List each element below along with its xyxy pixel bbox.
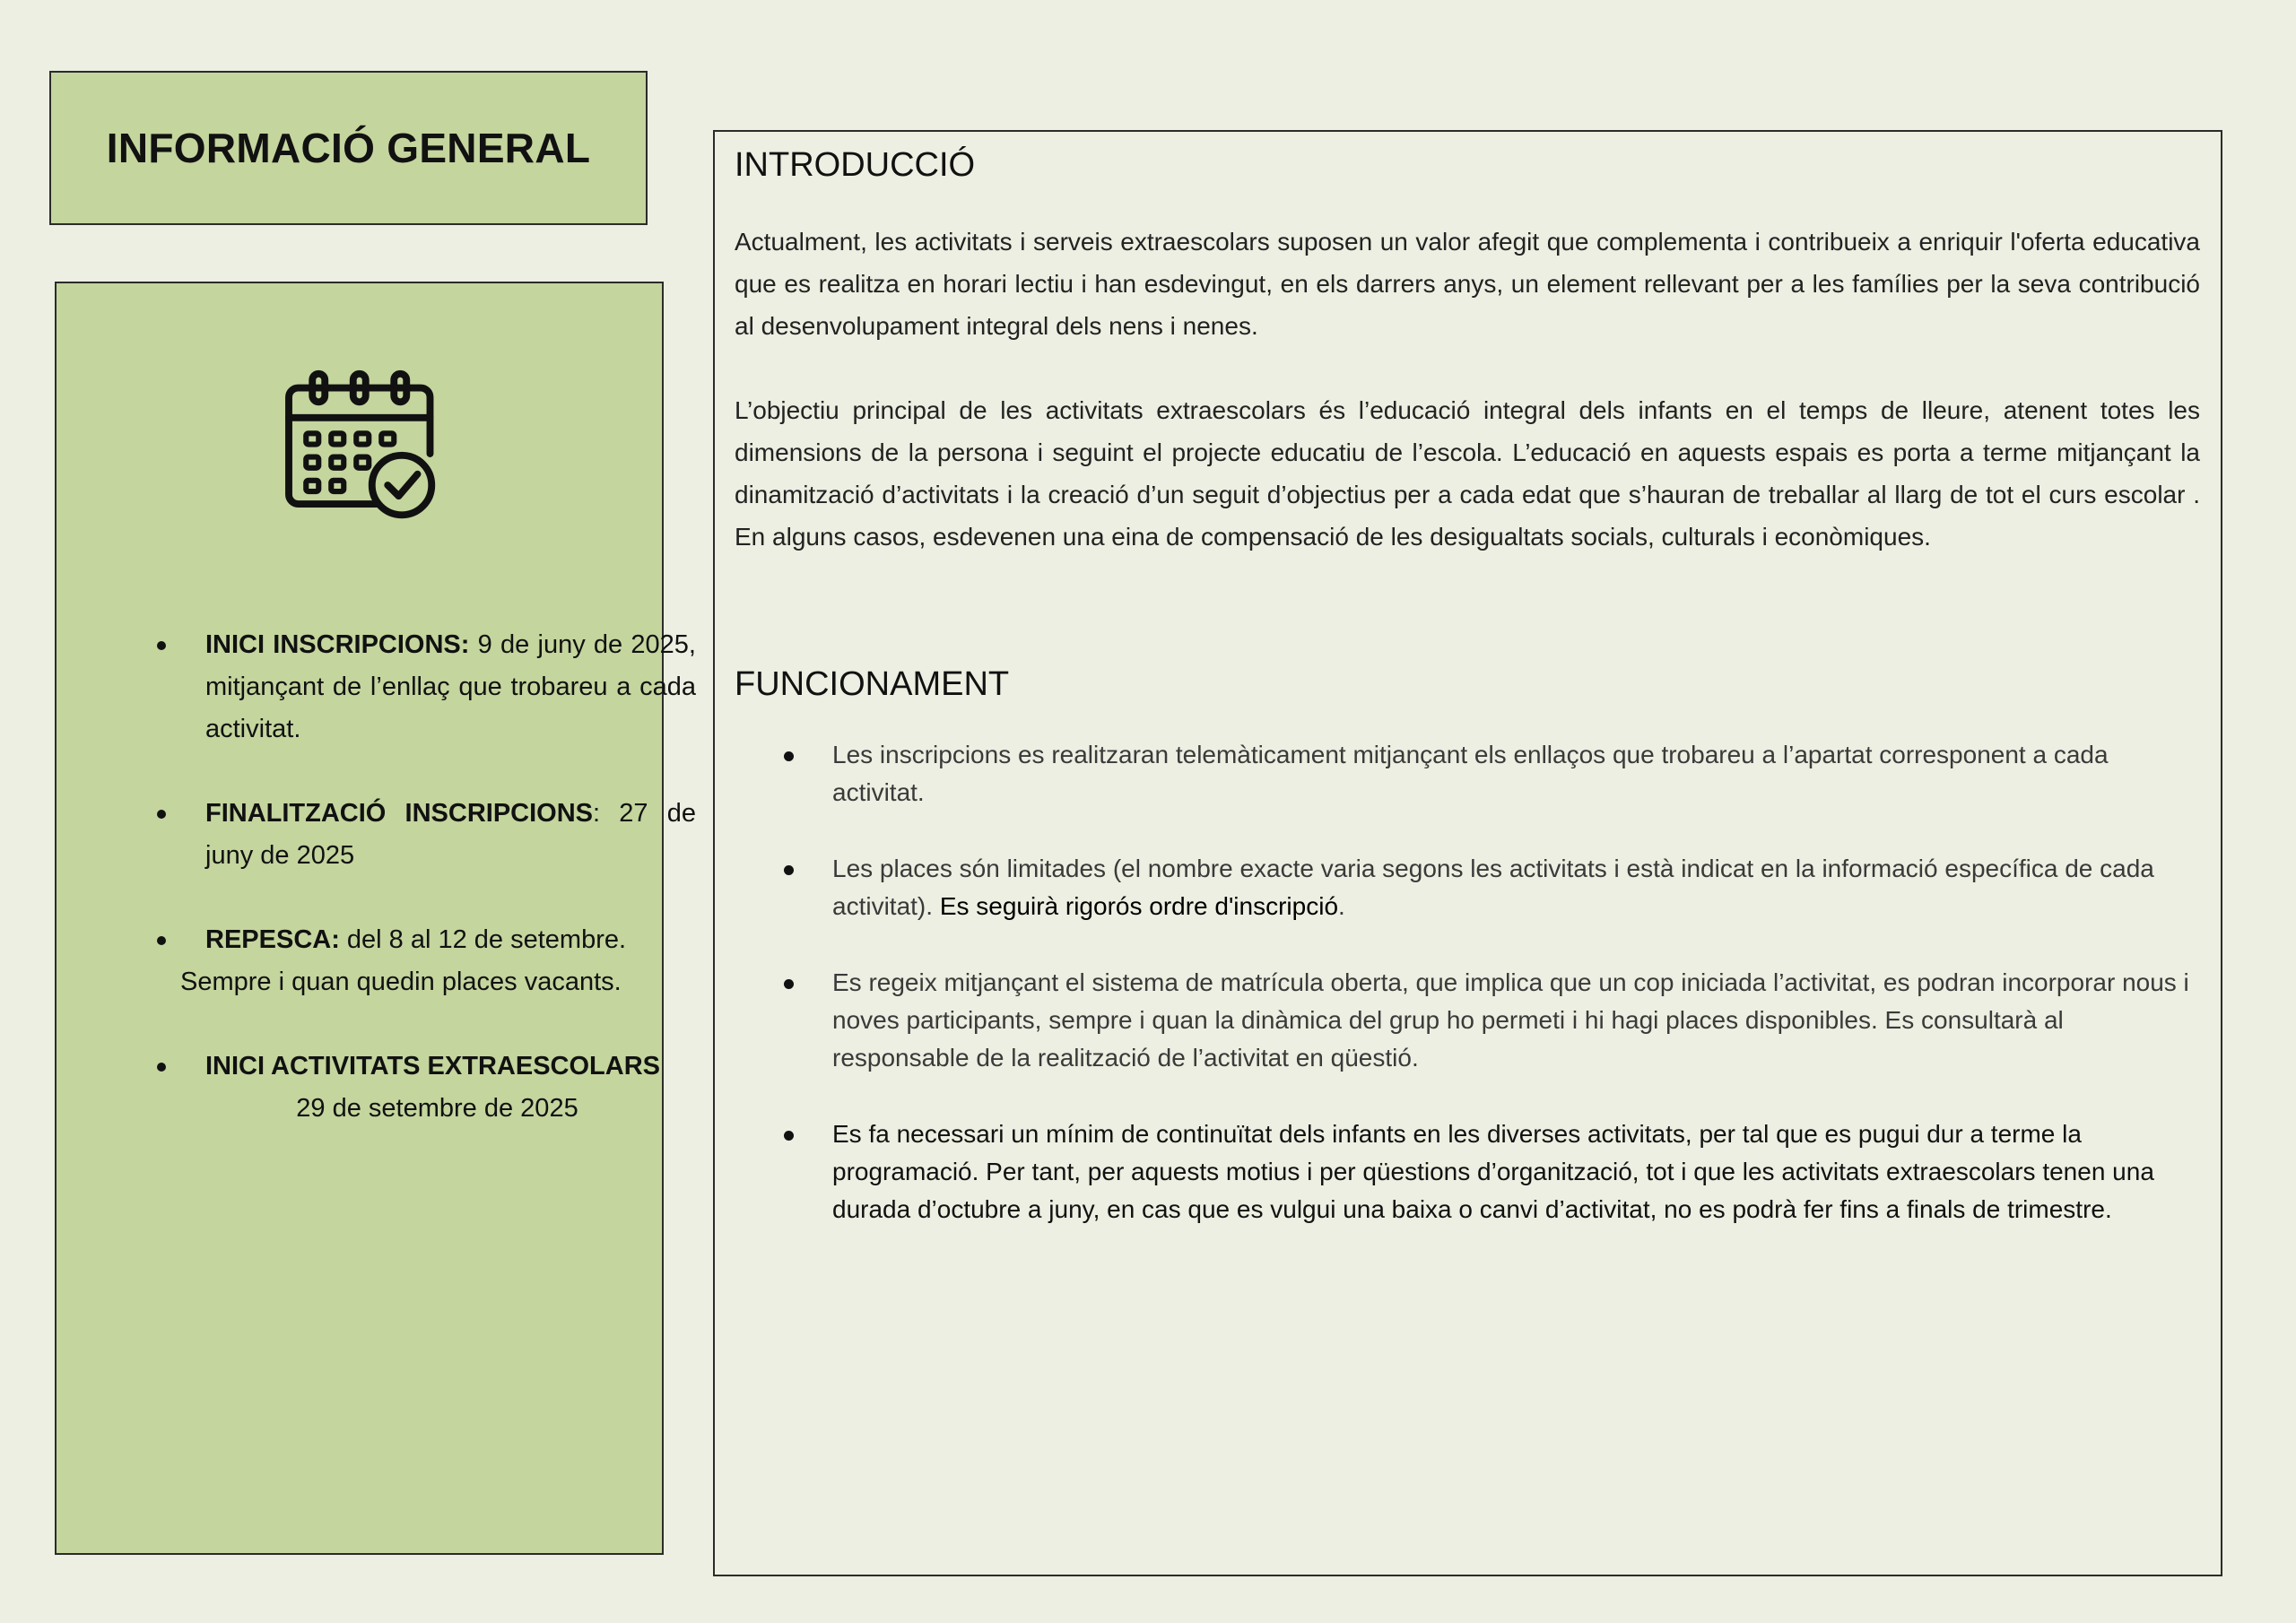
calendar-check-icon bbox=[283, 366, 439, 523]
date-text: 9 de juny de 2025, mitjançant de l’enllaç que trobareu a cada activitat. bbox=[205, 630, 696, 743]
intro-paragraph-2: L’objectiu principal de les activitats extraescolars és l’educació integral dels infants en el temps de lleure, atenent totes les dimensions de la persona i seguint el projecte educatiu de l’escola. L’educació en aquests espais es porta a terme mitjançant la dinamització d’activitats i la creació d’un seguit d’objectius per a cada edat que s’hauran de treballar al llarg de tot el curs escolar . En alguns casos, esdevenen una eina de compensació de les desigualtats socials, culturals i econòmiques. bbox=[735, 396, 2200, 551]
date-label: INICI INSCRIPCIONS: bbox=[205, 630, 470, 659]
item-text: Les inscripcions es realitzaran telemàticament mitjançant els enllaços que trobareu a l’apartat corresponent a cada activitat. bbox=[832, 741, 2109, 806]
list-item bbox=[153, 624, 696, 751]
list-item bbox=[735, 964, 2200, 1077]
item-text: Les places són limitades (el nombre exacte varia segons les activitats i està indicat en la informació específica de cada activitat). bbox=[832, 855, 2154, 920]
list-item bbox=[153, 793, 696, 877]
list-item bbox=[735, 1115, 2200, 1228]
intro-paragraph-1: Actualment, les activitats i serveis extraescolars suposen un valor afegit que complementa i contribueix a enriquir l'oferta educativa que es realitza en horari lectiu i han esdevingut, en els darrers anys, un element rellevant per a les famílies per la seva contribució al desenvolupament integral dels nens i nenes. bbox=[735, 228, 2200, 340]
funcionament-heading: FUNCIONAMENT bbox=[735, 665, 1010, 703]
date-label: INICI ACTIVITATS EXTRAESCOLARS bbox=[205, 1052, 660, 1081]
list-item bbox=[153, 919, 696, 1003]
date-label: FINALITZACIÓ INSCRIPCIONS bbox=[205, 799, 594, 828]
title-box bbox=[49, 71, 648, 225]
intro-heading: INTRODUCCIÓ bbox=[735, 146, 976, 184]
key-dates-list bbox=[153, 624, 696, 1172]
key-dates-panel bbox=[55, 282, 696, 1555]
date-note: Sempre i quan quedin places vacants. bbox=[180, 968, 622, 996]
item-text: Es regeix mitjançant el sistema de matrícula oberta, que implica que un cop iniciada l’activitat, es podran incorporar nous i noves participants, sempre i quan la dinàmica del grup ho permeti i hi hagi places disponibles. Es consultarà al responsable de la realització de l’activitat en qüestió. bbox=[832, 968, 2189, 1072]
list-item bbox=[735, 850, 2200, 925]
list-item bbox=[735, 736, 2200, 812]
date-text: : 27 de juny de 2025 bbox=[205, 799, 696, 870]
page-title: INFORMACIÓ GENERAL bbox=[106, 125, 591, 171]
item-emphasis: Es seguirà rigorós ordre d'inscripció bbox=[939, 892, 1339, 920]
item-text-tail: . bbox=[1338, 892, 1345, 920]
item-text: Es fa necessari un mínim de continuïtat dels infants en les diverses activitats, per tal que es pugui dur a terme la programació. Per tant, per aquests motius i per qüestions d’organització, tot i que les activitats extraescolars tenen una durada d’octubre a juny, en cas que es vulgui una baixa o canvi d’activitat, no es podrà fer fins a finals de trimestre. bbox=[832, 1120, 2154, 1223]
list-item bbox=[153, 1046, 696, 1130]
date-label: REPESCA: bbox=[205, 925, 340, 954]
main-content-panel bbox=[713, 130, 2222, 1576]
funcionament-list bbox=[735, 736, 2200, 1228]
date-text: del 8 al 12 de setembre. bbox=[339, 925, 627, 954]
date-text: 29 de setembre de 2025 bbox=[296, 1094, 578, 1123]
